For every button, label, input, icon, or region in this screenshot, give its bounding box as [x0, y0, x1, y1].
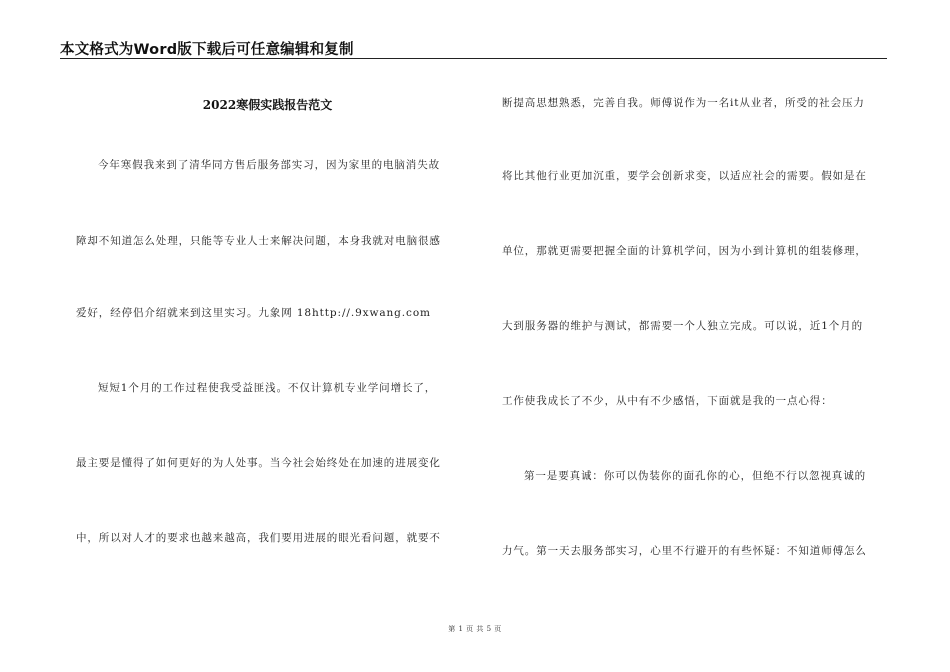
left-text-line: 中，所以对人才的要求也越来越高，我们要用进展的眼光看问题，就要不	[76, 532, 441, 544]
left-text-line: 短短1个月的工作过程使我受益匪浅。不仅计算机专业学问增长了，	[98, 382, 437, 394]
page-indicator: 第 1 页 共 5 页	[448, 625, 502, 633]
right-text-line: 将比其他行业更加沉重，要学会创新求变，以适应社会的需要。假如是在	[502, 170, 867, 182]
left-text-line: 爱好，经停侣介绍就来到这里实习。九象网 18http://.9xwang.com	[76, 307, 431, 319]
right-text-line: 第一是要真诚：你可以伪装你的面孔你的心，但绝不行以忽视真诚的	[524, 470, 866, 482]
banner-title: 本文格式为Word版下载后可任意编辑和复制	[60, 42, 354, 58]
right-text-line: 大到服务器的维护与测试，都需要一个人独立完成。可以说，近1个月的	[502, 320, 863, 332]
document-title: 2022寒假实践报告范文	[202, 98, 333, 112]
banner-divider	[60, 58, 887, 59]
right-text-line: 工作使我成长了不少，从中有不少感悟，下面就是我的一点心得：	[502, 395, 833, 407]
left-text-line: 障却不知道怎么处理，只能等专业人士来解决问题，本身我就对电脑很感	[76, 235, 441, 247]
left-text-line: 最主要是懂得了如何更好的为人处事。当今社会始终处在加速的进展变化	[76, 457, 441, 469]
right-text-line: 单位，那就更需要把握全面的计算机学问，因为小到计算机的组装修理，	[502, 245, 867, 257]
right-text-line: 断提高思想熟悉，完善自我。师傅说作为一名it从业者，所受的社会压力	[502, 97, 865, 109]
left-text-line: 今年寒假我来到了清华同方售后服务部实习，因为家里的电脑消失故	[98, 159, 440, 171]
right-text-line: 力气。第一天去服务部实习，心里不行避开的有些怀疑：不知道师傅怎么	[502, 545, 867, 557]
